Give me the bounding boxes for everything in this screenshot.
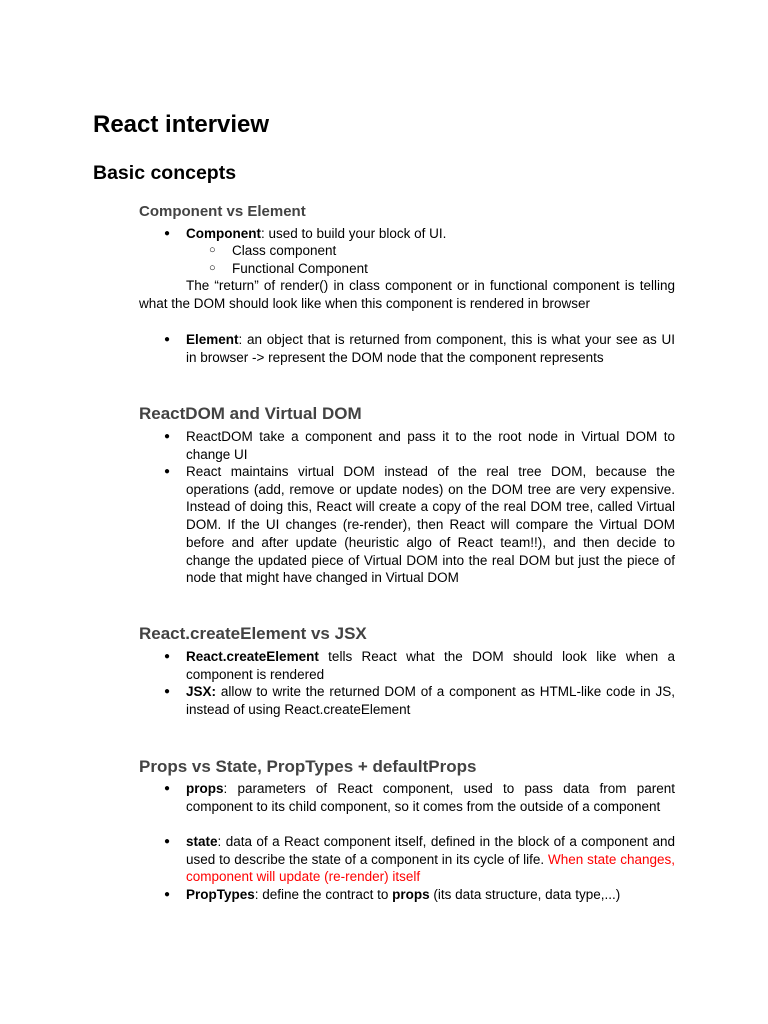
bullet-dot: ● <box>164 686 171 697</box>
term-state: state <box>186 834 218 849</box>
bullet-dot: ● <box>164 783 171 794</box>
bullet-reactdom-root <box>164 428 675 463</box>
bullet-dot: ● <box>164 836 171 847</box>
bullet-virtual-dom-text: React maintains virtual DOM instead of the real tree DOM, because the operations (add, remove or update nodes) on the DOM tree are very expensive. Instead of doing this, React will create a copy of the real DOM tree, called Virtual DOM. If the UI changes (re-render), then React will compare the Virtual DOM before and after update (heuristic algo of React team!!), and then decide to change the updated piece of Virtual DOM into the real DOM but just the piece of node that might have changed in Virtual DOM <box>186 464 675 586</box>
component-definition: : used to build your block of UI. <box>261 226 447 241</box>
sub-bullet-class-component <box>209 242 337 260</box>
bullet-proptypes-text <box>186 886 675 904</box>
term-element: Element <box>186 332 239 347</box>
bullet-props-text <box>186 780 675 815</box>
sub-bullet-dot: ○ <box>209 262 216 274</box>
bullet-props <box>164 780 675 815</box>
bullet-dot: ● <box>164 466 171 477</box>
term-createelement: React.createElement <box>186 649 319 664</box>
sub-bullet-functional-text: Functional Component <box>232 261 368 276</box>
bullet-dot: ● <box>164 228 171 239</box>
sub-bullet-class-text: Class component <box>232 243 337 258</box>
heading-createelement-vs-jsx: React.createElement vs JSX <box>139 624 367 643</box>
proptypes-definition-b: (its data structure, data type,...) <box>429 887 621 902</box>
bullet-element-text <box>186 331 675 366</box>
bullet-dot: ● <box>164 889 171 900</box>
bullet-reactdom-root-text: ReactDOM take a component and pass it to the root node in Virtual DOM to change UI <box>186 429 675 462</box>
createelement-definition: tells React what the DOM should look like when a component is rendered <box>186 649 675 682</box>
bullet-state <box>164 833 676 886</box>
term-props: props <box>186 781 224 796</box>
bullet-state-text <box>186 833 675 886</box>
bullet-createelement <box>164 648 675 683</box>
bullet-proptypes <box>164 886 675 904</box>
bullet-jsx-text <box>186 683 675 718</box>
bullet-component-text <box>186 225 676 243</box>
paragraph-render-return: The “return” of render() in class component or in functional component is telling what the DOM should look like when this component is rendered in browser <box>139 278 675 311</box>
document-title: React interview <box>93 111 270 138</box>
state-definition: : data of a React component itself, defined in the block of a component and used to describe the state of a component in its cycle of life. <box>186 834 675 867</box>
proptypes-definition-a: : define the contract to <box>254 887 393 902</box>
bullet-createelement-text <box>186 648 675 683</box>
term-jsx: JSX: <box>186 684 217 699</box>
heading-component-vs-element: Component vs Element <box>139 203 306 220</box>
sub-bullet-dot: ○ <box>209 244 216 256</box>
bullet-dot: ● <box>164 334 171 345</box>
element-definition: : an object that is returned from component, this is what your see as UI in browser -> represent the DOM node that the component represents <box>186 332 675 365</box>
bullet-dot: ● <box>164 651 171 662</box>
term-proptypes: PropTypes <box>186 887 255 902</box>
sub-bullet-functional-component <box>209 260 368 278</box>
state-change-note: When state changes, component will update (re-render) itself <box>186 851 676 885</box>
bullet-element <box>164 331 675 366</box>
bullet-dot: ● <box>164 431 171 442</box>
bullet-jsx <box>164 683 675 718</box>
bullet-component <box>164 225 676 243</box>
term-component: Component <box>186 226 261 241</box>
jsx-definition: allow to write the returned DOM of a component as HTML-like code in JS, instead of using React.createElement <box>186 684 675 717</box>
heading-reactdom-virtual-dom: ReactDOM and Virtual DOM <box>139 404 362 423</box>
heading-props-vs-state: Props vs State, PropTypes + defaultProps <box>139 757 477 776</box>
section-heading-basic-concepts: Basic concepts <box>93 162 237 184</box>
term-props-inline: props <box>392 887 430 902</box>
bullet-virtual-dom <box>164 463 675 587</box>
props-definition: : parameters of React component, used to pass data from parent component to its child component, so it comes from the outside of a component <box>186 781 675 814</box>
